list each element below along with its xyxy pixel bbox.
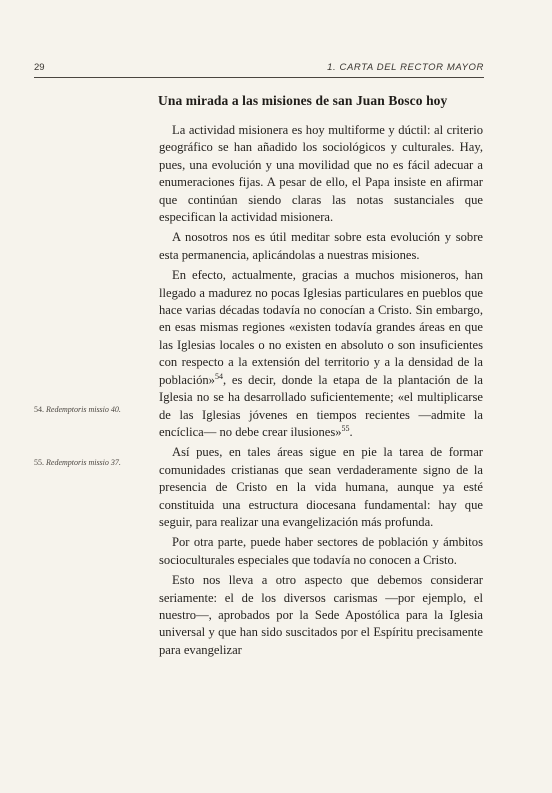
paragraph-3-part-2: , es decir, donde la etapa de la plantación de la Iglesia no se ha desarrollado suficientemente; «el multiplicarse de las Iglesias jóvenes en tiempos recientes —admite la encíclica— no debe crear ilusiones» [159, 372, 483, 439]
paragraph-3-part-1: En efecto, actualmente, gracias a muchos misioneros, han llegado a madurez no pocas Iglesias particulares en pueblos que hace varias décadas todavía no conocían a Cristo. Sin embargo, en esas mismas regiones «existen todavía grandes áreas en que las Iglesias locales o no existen en absoluto o son insuficientes con respecto a la extensión del territorio y a la densidad de la población» [159, 268, 483, 387]
footnote-ref-55: 55 [341, 423, 350, 433]
paragraph-1: La actividad misionera es hoy multiforme y dúctil: al criterio geográfico se han añadido los sociológicos y culturales. Hay, pues, una evolución y una movilidad que no es fácil adecuar a enumeraciones fijas. A pesar de ello, el Papa insiste en afirmar que continúan siendo claras las notas sustanciales que especifican la actividad misionera. [159, 123, 483, 225]
paragraph-6: Esto nos lleva a otro aspecto que debemos considerar seriamente: el de los diversos carismas —por ejemplo, el nuestro—, aprobados por la Sede Apostólica para la Iglesia universal y que han sido suscitados por el Espíritu precisamente para evangelizar [159, 573, 483, 657]
header-rule [34, 77, 484, 78]
page-number: 29 [34, 62, 45, 73]
body-text [159, 122, 483, 659]
margin-note-number: 54. [34, 405, 44, 414]
margin-note-text: Redemptoris missio 37. [46, 458, 121, 467]
paragraph-3-part-3: . [349, 424, 353, 439]
margin-note-text: Redemptoris missio 40. [46, 405, 121, 414]
paragraph-4: Así pues, en tales áreas sigue en pie la tarea de formar comunidades cristianas que sean verdaderamente signo de la presencia de Cristo en la vida humana, aunque ya esté constituida una estructura diocesana fundamental: hay que seguir, para realizar una evangelización más profunda. [159, 445, 483, 529]
margin-note-number: 55. [34, 458, 44, 467]
margin-note-54 [34, 405, 121, 414]
footnote-ref-54: 54 [214, 371, 223, 381]
paragraph-3 [159, 267, 483, 441]
margin-note-55 [34, 458, 121, 467]
paragraph-2: A nosotros nos es útil meditar sobre esta evolución y sobre esta permanencia, aplicándolas a nuestras misiones. [159, 230, 483, 262]
running-header [34, 62, 484, 78]
running-title: 1. CARTA DEL RECTOR MAYOR [327, 62, 484, 73]
paragraph-5: Por otra parte, puede haber sectores de población y ámbitos socioculturales especiales que todavía no conocen a Cristo. [159, 535, 483, 567]
section-title: Una mirada a las misiones de san Juan Bosco hoy [158, 93, 448, 108]
